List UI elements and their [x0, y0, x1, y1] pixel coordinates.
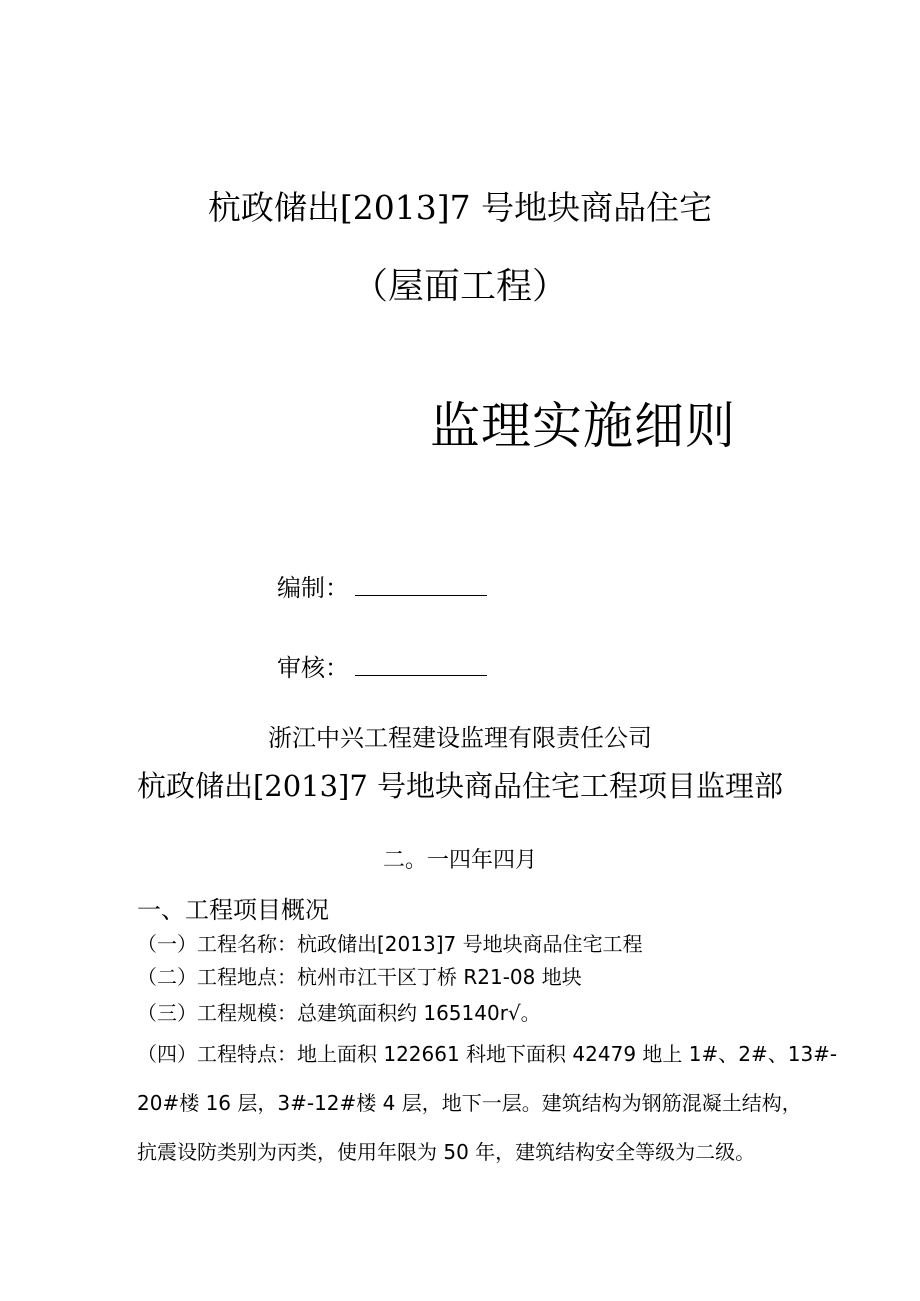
reviewed-by-row — [277, 648, 487, 683]
overview-item: （四）工程特点：地上面积 122661 科地下面积 42479 地上 1#、2#、13#- — [137, 1042, 838, 1066]
document-heading: 监理实施细则 — [430, 397, 736, 455]
reviewed-by-label: 审核： — [277, 654, 349, 682]
section-heading: 一、工程项目概况 — [137, 896, 329, 924]
overview-item: 20#楼 16 层，3#-12#楼 4 层，地下一层。建筑结构为钢筋混凝土结构， — [137, 1091, 802, 1115]
reviewed-by-blank — [355, 653, 487, 676]
compiled-by-row — [277, 568, 487, 603]
compiled-by-blank — [355, 573, 487, 596]
document-subtitle: （屋面工程） — [351, 266, 568, 307]
department-name: 杭政储出[2013]7 号地块商品住宅工程项目监理部 — [136, 769, 784, 803]
overview-item: （三）工程规模：总建筑面积约 165140r√。 — [137, 1001, 541, 1025]
document-date: 二。一四年四月 — [382, 848, 537, 873]
overview-item: 抗震设防类别为丙类，使用年限为 50 年，建筑结构安全等级为二级。 — [137, 1140, 756, 1164]
company-name: 浙江中兴工程建设监理有限责任公司 — [268, 724, 652, 752]
overview-item: （一）工程名称：杭政储出[2013]7 号地块商品住宅工程 — [137, 932, 643, 956]
overview-item: （二）工程地点：杭州市江干区丁桥 R21-08 地块 — [137, 965, 582, 989]
compiled-by-label: 编制： — [277, 574, 349, 602]
document-title: 杭政储出[2013]7 号地块商品住宅 — [207, 188, 713, 227]
